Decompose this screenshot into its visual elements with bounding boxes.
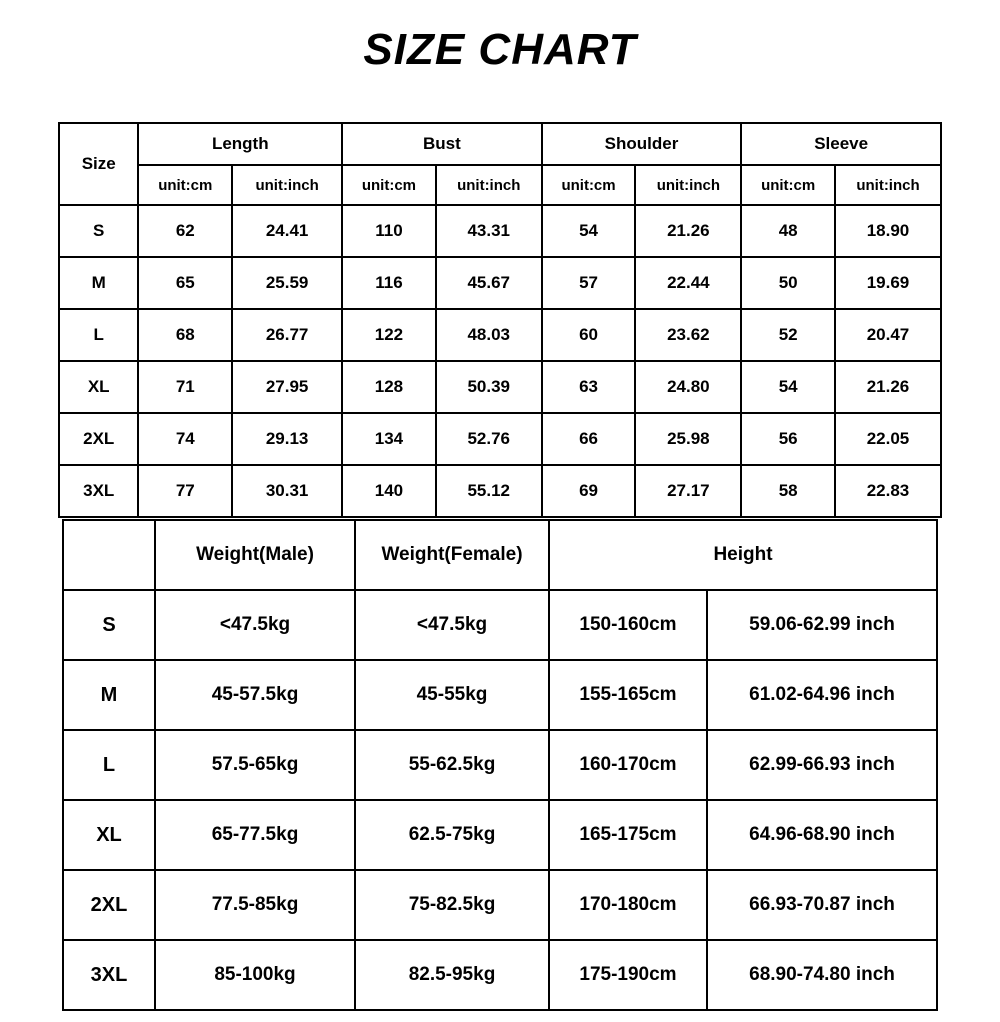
group-header-length: Length	[138, 123, 342, 165]
cell-length-cm: 68	[138, 309, 232, 361]
cell-height-inch: 64.96-68.90 inch	[707, 800, 937, 870]
row-size-label: L	[63, 730, 155, 800]
table-row	[59, 205, 941, 257]
cell-bust-cm: 110	[342, 205, 436, 257]
cell-height-cm: 150-160cm	[549, 590, 707, 660]
cell-height-cm: 160-170cm	[549, 730, 707, 800]
table-row	[63, 660, 937, 730]
cell-bust-inch: 55.12	[436, 465, 542, 517]
header-weight-male: Weight(Male)	[155, 520, 355, 590]
table-row	[59, 465, 941, 517]
row-size-label: S	[59, 205, 138, 257]
cell-weight-male: 57.5-65kg	[155, 730, 355, 800]
table-row	[63, 730, 937, 800]
cell-length-cm: 77	[138, 465, 232, 517]
cell-weight-male: <47.5kg	[155, 590, 355, 660]
cell-bust-inch: 45.67	[436, 257, 542, 309]
row-size-label: M	[59, 257, 138, 309]
cell-shoulder-inch: 24.80	[635, 361, 741, 413]
measurements-table-wrapper	[58, 122, 942, 518]
cell-height-inch: 59.06-62.99 inch	[707, 590, 937, 660]
cell-length-inch: 30.31	[232, 465, 342, 517]
cell-sleeve-inch: 19.69	[835, 257, 941, 309]
cell-length-inch: 27.95	[232, 361, 342, 413]
row-size-label: 2XL	[59, 413, 138, 465]
table-row	[59, 361, 941, 413]
body-table-wrapper	[62, 519, 936, 1011]
unit-header-length-inch: unit:inch	[232, 165, 342, 205]
cell-height-cm: 175-190cm	[549, 940, 707, 1010]
table-row	[63, 590, 937, 660]
cell-bust-cm: 116	[342, 257, 436, 309]
cell-bust-inch: 52.76	[436, 413, 542, 465]
row-size-label: M	[63, 660, 155, 730]
cell-length-inch: 26.77	[232, 309, 342, 361]
cell-sleeve-inch: 21.26	[835, 361, 941, 413]
table-row	[59, 257, 941, 309]
table-header-row	[63, 520, 937, 590]
cell-sleeve-inch: 22.05	[835, 413, 941, 465]
cell-weight-female: 75-82.5kg	[355, 870, 549, 940]
group-header-shoulder: Shoulder	[542, 123, 742, 165]
cell-bust-inch: 48.03	[436, 309, 542, 361]
row-size-label: L	[59, 309, 138, 361]
cell-shoulder-inch: 25.98	[635, 413, 741, 465]
cell-shoulder-inch: 23.62	[635, 309, 741, 361]
table-row	[59, 413, 941, 465]
cell-length-cm: 71	[138, 361, 232, 413]
cell-weight-male: 45-57.5kg	[155, 660, 355, 730]
body-size-column-header	[63, 520, 155, 590]
cell-length-cm: 62	[138, 205, 232, 257]
cell-weight-male: 65-77.5kg	[155, 800, 355, 870]
cell-weight-male: 77.5-85kg	[155, 870, 355, 940]
table-row	[59, 309, 941, 361]
body-size-table	[62, 519, 938, 1011]
group-header-sleeve: Sleeve	[741, 123, 941, 165]
row-size-label: XL	[59, 361, 138, 413]
unit-header-sleeve-cm: unit:cm	[741, 165, 835, 205]
cell-height-inch: 66.93-70.87 inch	[707, 870, 937, 940]
cell-shoulder-cm: 54	[542, 205, 636, 257]
cell-shoulder-cm: 57	[542, 257, 636, 309]
cell-shoulder-inch: 22.44	[635, 257, 741, 309]
cell-bust-cm: 134	[342, 413, 436, 465]
cell-shoulder-inch: 21.26	[635, 205, 741, 257]
cell-shoulder-cm: 63	[542, 361, 636, 413]
cell-sleeve-inch: 18.90	[835, 205, 941, 257]
row-size-label: XL	[63, 800, 155, 870]
size-chart-page	[0, 22, 1000, 1022]
cell-bust-cm: 128	[342, 361, 436, 413]
cell-sleeve-cm: 54	[741, 361, 835, 413]
cell-weight-male: 85-100kg	[155, 940, 355, 1010]
cell-weight-female: 62.5-75kg	[355, 800, 549, 870]
cell-length-inch: 29.13	[232, 413, 342, 465]
unit-header-sleeve-inch: unit:inch	[835, 165, 941, 205]
cell-shoulder-inch: 27.17	[635, 465, 741, 517]
row-size-label: 3XL	[59, 465, 138, 517]
cell-height-inch: 68.90-74.80 inch	[707, 940, 937, 1010]
cell-bust-inch: 43.31	[436, 205, 542, 257]
cell-weight-female: 55-62.5kg	[355, 730, 549, 800]
cell-sleeve-cm: 52	[741, 309, 835, 361]
cell-length-inch: 25.59	[232, 257, 342, 309]
cell-bust-inch: 50.39	[436, 361, 542, 413]
cell-height-cm: 165-175cm	[549, 800, 707, 870]
cell-height-inch: 61.02-64.96 inch	[707, 660, 937, 730]
page-title: SIZE CHART	[363, 25, 637, 74]
row-size-label: 3XL	[63, 940, 155, 1010]
unit-header-shoulder-inch: unit:inch	[635, 165, 741, 205]
group-header-bust: Bust	[342, 123, 542, 165]
header-weight-female: Weight(Female)	[355, 520, 549, 590]
cell-bust-cm: 140	[342, 465, 436, 517]
unit-header-bust-cm: unit:cm	[342, 165, 436, 205]
cell-shoulder-cm: 66	[542, 413, 636, 465]
cell-height-cm: 170-180cm	[549, 870, 707, 940]
cell-shoulder-cm: 69	[542, 465, 636, 517]
cell-length-inch: 24.41	[232, 205, 342, 257]
cell-length-cm: 65	[138, 257, 232, 309]
cell-bust-cm: 122	[342, 309, 436, 361]
cell-height-inch: 62.99-66.93 inch	[707, 730, 937, 800]
table-header-row-groups	[59, 123, 941, 165]
cell-sleeve-inch: 20.47	[835, 309, 941, 361]
cell-sleeve-cm: 48	[741, 205, 835, 257]
size-column-header: Size	[59, 123, 138, 205]
cell-length-cm: 74	[138, 413, 232, 465]
unit-header-bust-inch: unit:inch	[436, 165, 542, 205]
cell-sleeve-cm: 56	[741, 413, 835, 465]
measurements-table	[58, 122, 942, 518]
table-row	[63, 870, 937, 940]
cell-sleeve-cm: 50	[741, 257, 835, 309]
unit-header-length-cm: unit:cm	[138, 165, 232, 205]
cell-shoulder-cm: 60	[542, 309, 636, 361]
table-row	[63, 800, 937, 870]
cell-weight-female: 82.5-95kg	[355, 940, 549, 1010]
row-size-label: 2XL	[63, 870, 155, 940]
cell-weight-female: <47.5kg	[355, 590, 549, 660]
cell-weight-female: 45-55kg	[355, 660, 549, 730]
table-header-row-units	[59, 165, 941, 205]
row-size-label: S	[63, 590, 155, 660]
cell-sleeve-inch: 22.83	[835, 465, 941, 517]
cell-height-cm: 155-165cm	[549, 660, 707, 730]
header-height: Height	[549, 520, 937, 590]
unit-header-shoulder-cm: unit:cm	[542, 165, 636, 205]
cell-sleeve-cm: 58	[741, 465, 835, 517]
